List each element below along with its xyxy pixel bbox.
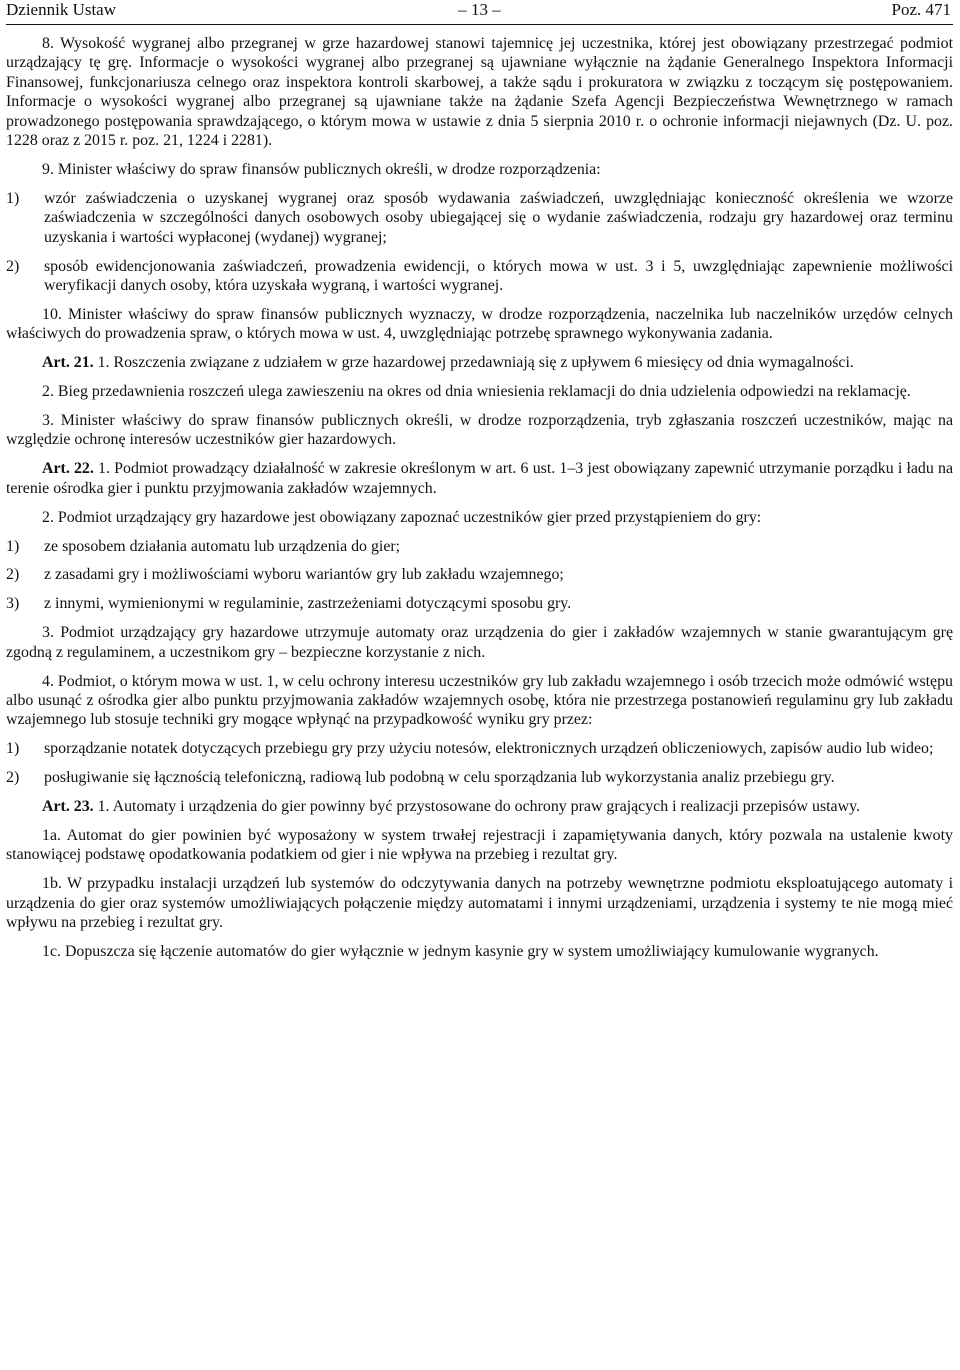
list-item-number: 2) [6,566,20,584]
list-item-number: 1) [6,537,20,555]
paragraph-text: 1a. Automat do gier powinien być wyposażony w system trwałej rejestracji i zapamiętywania danych, który pozwala na ustalenie kwoty stanowiącej podstawę opodatkowania podatkiem od gier i nie wpływa na przebieg i rezultat gry. [6,827,953,864]
paragraph-text: 1b. W przypadku instalacji urządzeń lub systemów do odczytywania danych na potrzeby wewnętrzne podmiotu eksploatującego automaty i urządzenia do gier oraz systemów umożliwiających połączenie między automatami i innymi urządzeniami, urządzenia i systemy te nie mogą mieć wpływu na przebieg i rezultat gry. [6,875,953,932]
list-item-text: wzór zaświadczenia o uzyskanej wygranej oraz sposób wydawania zaświadczeń, uwzględniając konieczność określenia we wzorze zaświadczenia w szczególności danych osobowych osoby ubiegającej się o wydanie zaświadczenia, rodzaju gry hazardowej oraz terminu uzyskania i wartości wypłaconej (wydanej) wygranej; [44,189,953,246]
list-item-text: sporządzanie notatek dotyczących przebiegu gry przy użyciu notesów, elektronicznych urządzeń obliczeniowych, zapisów audio lub wideo; [44,740,934,758]
article-heading: Art. 23. [42,798,94,816]
paragraph [6,382,953,401]
document-body [6,34,953,961]
list-item-text: z zasadami gry i możliwościami wyboru wariantów gry lub zakładu wzajemnego; [44,566,564,584]
list-item [6,739,953,758]
paragraph [6,623,953,662]
page-number: – 13 – [458,0,501,19]
list-item-text: posługiwanie się łącznością telefoniczną, radiową lub podobną w celu sporządzania lub wykorzystania analiz przebiegu gry. [44,769,835,787]
list-item [6,565,953,584]
paragraph-text: 1. Podmiot prowadzący działalność w zakresie określonym w art. 6 ust. 1–3 jest obowiązany zapewnić utrzymanie porządku i ładu na terenie ośrodka gier i punktu przyjmowania zakładów wzajemnych. [6,460,953,497]
list-item-number: 1) [6,740,20,758]
paragraph [6,160,953,179]
list-item [6,537,953,556]
list-item-text: z innymi, wymienionymi w regulaminie, zastrzeżeniami dotyczącymi sposobu gry. [44,595,572,613]
paragraph [6,874,953,932]
paragraph-text: 2. Bieg przedawnienia roszczeń ulega zawieszeniu na okres od dnia wniesienia reklamacji do dnia udzielenia odpowiedzi na reklamację. [42,383,911,401]
list-item-number: 2) [6,769,20,787]
list-item [6,594,953,613]
list-item-number: 1) [6,189,20,207]
paragraph [6,353,953,372]
paragraph-text: 3. Podmiot urządzający gry hazardowe utrzymuje automaty oraz urządzenia do gier i zakładów wzajemnych w stanie gwarantującym grę zgodną z regulaminem, a uczestnikom gry – bezpieczne korzystanie z nich. [6,624,953,661]
paragraph [6,672,953,730]
paragraph-text: 4. Podmiot, o którym mowa w ust. 1, w celu ochrony interesu uczestników gry lub zakładu wzajemnego i osób trzecich może odmówić wstępu albo usunąć z ośrodka gier albo punktu przyjmowania zakładów wzajemnych osobę, która nie przestrzega postanowień regulaminu gry lub zakładu wzajemnego lub stosuje techniki gry mogące wpłynąć na przypadkowość wyniku gry przez: [6,672,953,729]
paragraph-text: 9. Minister właściwy do spraw finansów publicznych określi, w drodze rozporządzenia: [42,160,601,178]
list-item [6,768,953,787]
article-heading: Art. 21. [42,354,94,372]
paragraph [6,942,953,961]
paragraph-text: 2. Podmiot urządzający gry hazardowe jest obowiązany zapoznać uczestników gier przed przystąpieniem do gry: [42,508,762,526]
position-number: Poz. 471 [891,0,951,19]
paragraph-text: 3. Minister właściwy do spraw finansów publicznych określi, w drodze rozporządzenia, tryb zgłaszania roszczeń uczestników, mając na względzie ochronę interesów uczestników gier hazardowych. [6,412,953,449]
list-item [6,189,953,247]
list-item-text: sposób ewidencjonowania zaświadczeń, prowadzenia ewidencji, o których mowa w ust. 3 i 5, uwzględniając zapewnienie możliwości weryfikacji danych osoby, która uzyskała wygraną, i wartości wygranej. [44,257,953,294]
article-heading: Art. 22. [42,460,94,478]
list-item-text: ze sposobem działania automatu lub urządzenia do gier; [44,537,401,555]
paragraph [6,459,953,498]
paragraph-text: 1c. Dopuszcza się łączenie automatów do gier wyłącznie w jednym kasynie gry w system umożliwiający kumulowanie wygranych. [42,943,879,961]
paragraph-text: 1. Automaty i urządzenia do gier powinny być przystosowane do ochrony praw grających i realizacji przepisów ustawy. [93,798,860,816]
paragraph-text: 8. Wysokość wygranej albo przegranej w grze hazardowej stanowi tajemnicę jej uczestnika, której jest obowiązany przestrzegać podmiot urządzający tę grę. Informacje o wysokości wygranej albo przegranej są ujawniane wyłącznie na żądanie Generalnego Inspektora Informacji Finansowej, funkcjonariusza celnego oraz inspektora kontroli skarbowej, a także sądu i prokuratora w związku z toczącym się postępowaniem. Informacje o wysokości wygranej albo przegranej są ujawniane także na żądanie Szefa Agencji Bezpieczeństwa Wewnętrznego w ramach prowadzonego postępowania sprawdzającego, o którym mowa w ustawie z dnia 5 sierpnia 2010 r. o ochronie informacji niejawnych (Dz. U. poz. 1228 oraz z 2015 r. poz. 21, 1224 i 2281). [6,35,953,150]
paragraph [6,34,953,150]
paragraph [6,411,953,450]
list-item-number: 3) [6,595,20,613]
paragraph-text: 1. Roszczenia związane z udziałem w grze hazardowej przedawniają się z upływem 6 miesięcy od dnia wymagalności. [93,354,854,372]
journal-title: Dziennik Ustaw [6,0,117,19]
paragraph [6,305,953,344]
list-item [6,257,953,296]
paragraph [6,826,953,865]
list-item-number: 2) [6,257,20,275]
paragraph-text: 10. Minister właściwy do spraw finansów publicznych wyznaczy, w drodze rozporządzenia, naczelnika lub naczelników urzędów celnych właściwych do prowadzenia spraw, o których mowa w ust. 4, uwzględniając potrzebę sprawnego wykonywania zadania. [6,305,953,343]
paragraph [6,508,953,527]
paragraph [6,797,953,816]
page-header [6,0,953,25]
